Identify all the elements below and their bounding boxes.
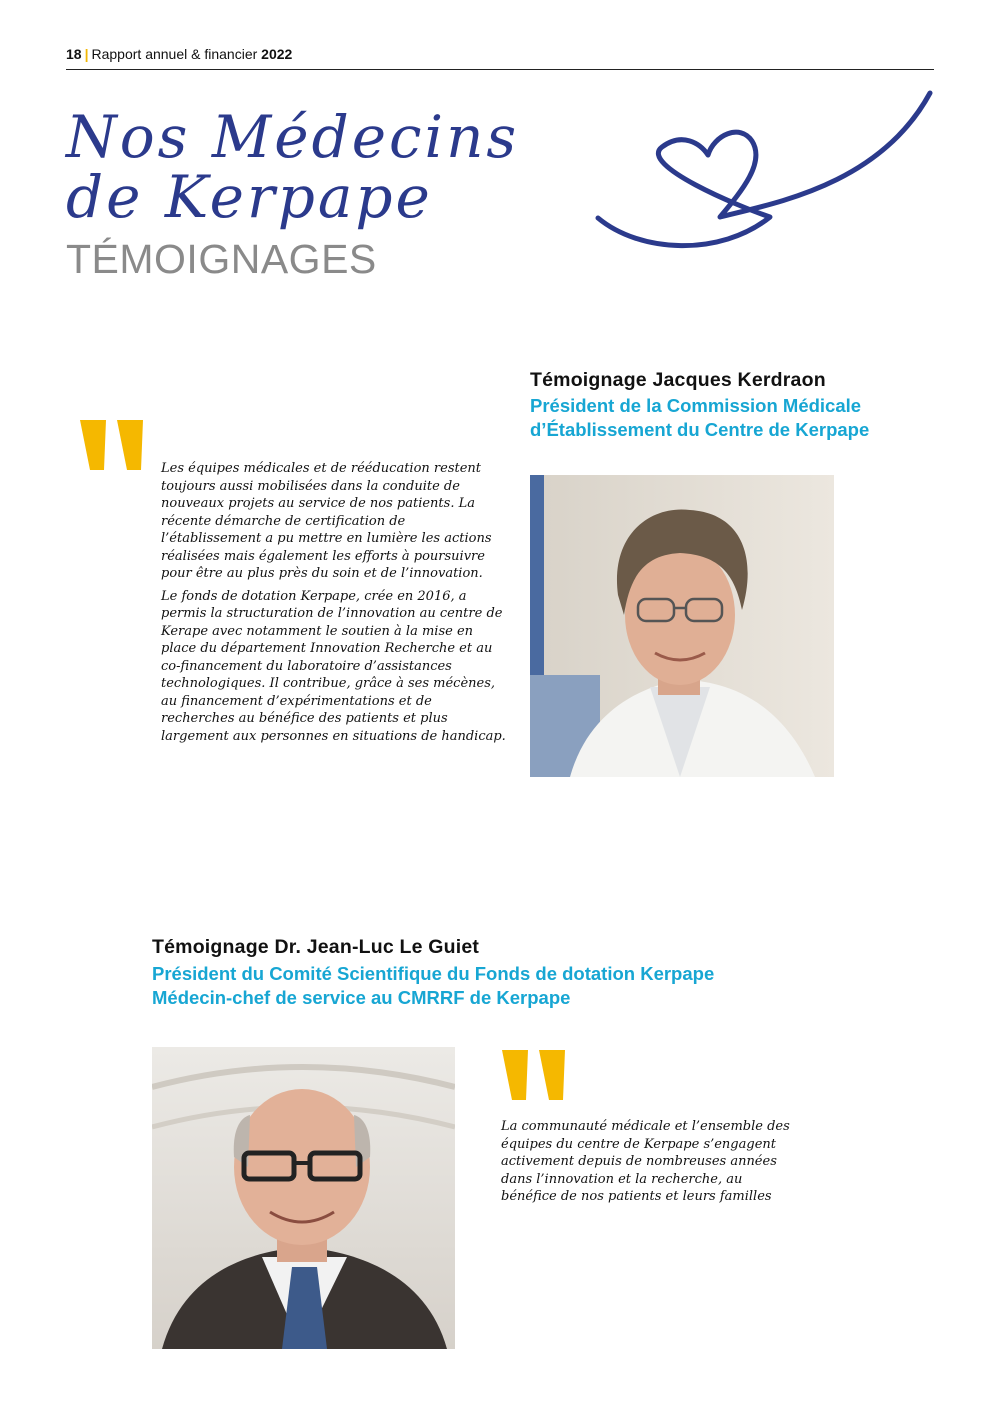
portrait-jacques-kerdraon: [530, 475, 834, 777]
heart-swirl-icon: [590, 85, 940, 255]
testimonial1-name: Témoignage Jacques Kerdraon: [530, 369, 826, 391]
testimonial1-paragraph: Le fonds de dotation Kerpape, crée en 2016, a permis la structuration de l’innovation au centre de Kerape avec notamment le soutien à la mise en place du département Innovation Recherche et au co-financement du laboratoire d’assistances technologiques. Il contribue, grâce à ses mécènes, au financement d’expérimentations et de recherches au bénéfice des patients et plus largement aux personnes en situations de handicap.: [161, 588, 506, 744]
page-number: 18: [66, 46, 82, 62]
portrait-jean-luc-le-guiet: [152, 1047, 455, 1349]
testimonial1-quote: [161, 460, 506, 750]
testimonial2-quote: [501, 1118, 793, 1211]
report-year: 2022: [261, 46, 293, 62]
testimonial2-role-line2: Médecin-chef de service au CMRRF de Kerpape: [152, 987, 571, 1008]
page-header: [66, 46, 292, 62]
testimonial2-paragraph: La communauté médicale et l’ensemble des équipes du centre de Kerpape s’engagent activement depuis de nombreuses années dans l’innovation et la recherche, au bénéfice de nos patients et leurs familles: [501, 1119, 790, 1204]
page-subtitle: TÉMOIGNAGES: [66, 236, 377, 282]
testimonial2-role-line1: Président du Comité Scientifique du Fonds de dotation Kerpape: [152, 963, 715, 984]
report-title: Rapport annuel & financier: [91, 46, 258, 62]
quote-mark-icon: [502, 1050, 570, 1100]
testimonial1-role-line1: Président de la Commission Médicale: [530, 395, 862, 416]
testimonial2-name: Témoignage Dr. Jean-Luc Le Guiet: [152, 936, 480, 958]
page-title-line2: de Kerpape: [66, 163, 433, 231]
testimonial2-role: [152, 962, 714, 1010]
header-divider: [66, 69, 934, 70]
page-title-line1: Nos Médecins: [66, 103, 520, 171]
testimonial1-role-line2: d’Établissement du Centre de Kerpape: [530, 419, 870, 440]
testimonial1-paragraph: Les équipes médicales et de rééducation restent toujours aussi mobilisées dans la conduite de nouveaux projets au service de nos patients. La récente démarche de certification de l’établissement a pu mettre en lumière les actions réalisées mais également les efforts à poursuivre pour être au plus près du soin et de l’innovation.: [161, 461, 492, 581]
header-separator: |: [84, 46, 89, 62]
testimonial1-role: [530, 394, 869, 442]
quote-mark-icon: [80, 420, 148, 470]
